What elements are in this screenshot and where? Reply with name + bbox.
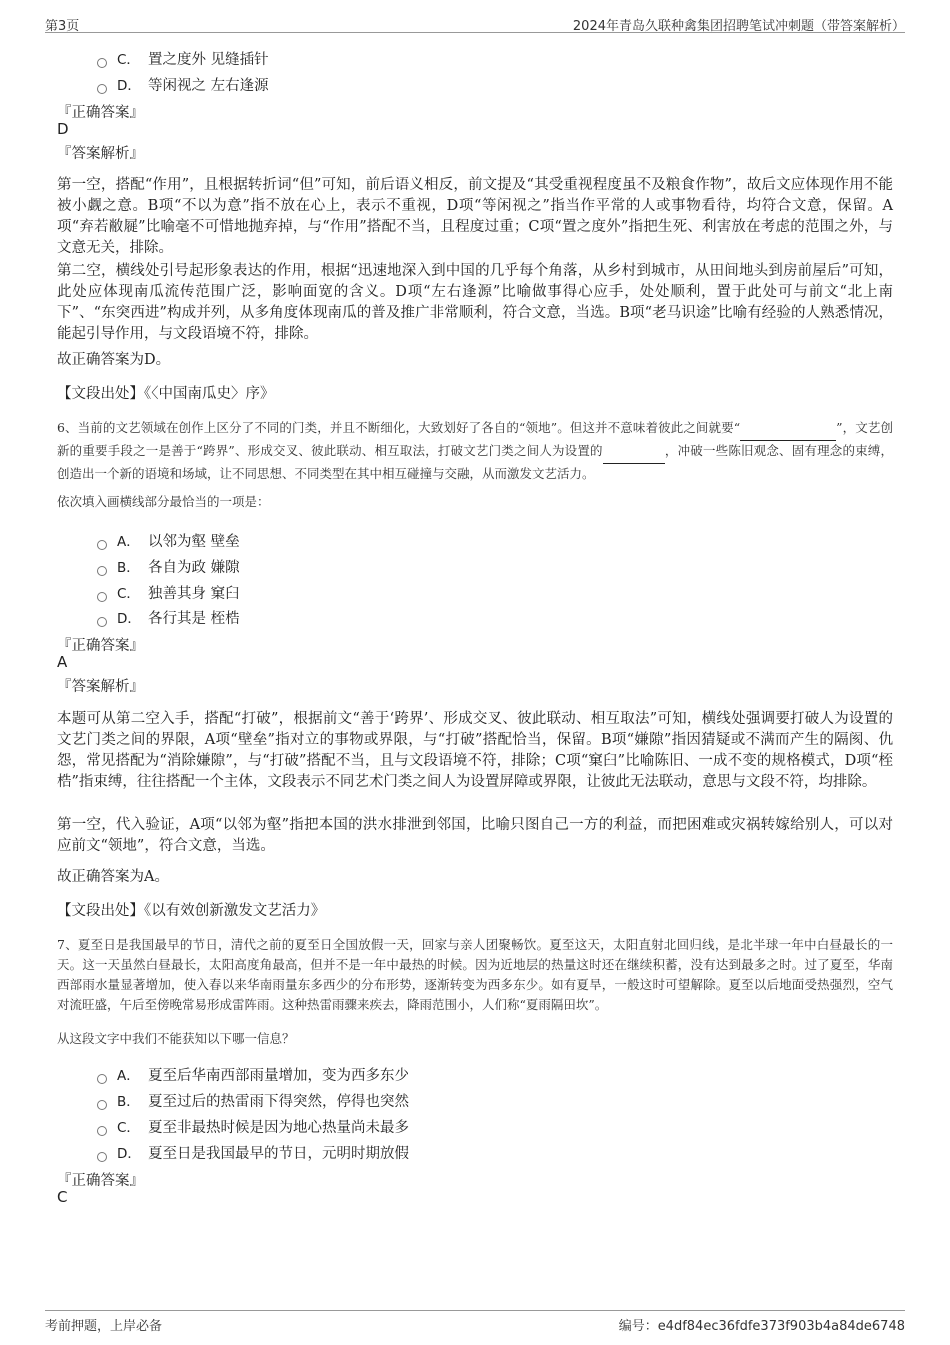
- q7-prompt: 从这段文字中我们不能获知以下哪一信息？: [57, 1031, 295, 1046]
- q6-prompt: 依次填入画横线部分最恰当的一项是：: [57, 494, 270, 509]
- q7-option-a[interactable]: A． 夏至后华南西部雨量增加，变为西多东少: [97, 1064, 409, 1084]
- radio-icon[interactable]: [97, 1152, 107, 1162]
- q6-analysis-para-2: 第一空，代入验证，A项“以邻为壑”指把本国的洪水排泄到邻国，比喻只图自己一方的利益，而把困难或灾祸转嫁给别人，可以对应前文“领地”，符合文意，当选。: [57, 817, 893, 854]
- q7-option-d[interactable]: D． 夏至日是我国最早的节日，元明时期放假: [97, 1142, 409, 1162]
- q5-option-d[interactable]: D． 等闲视之 左右逢源: [97, 74, 269, 94]
- page-header: [45, 12, 905, 33]
- document-title: 2024年青岛久联种禽集团招聘笔试冲刺题（带答案解析）: [572, 19, 905, 34]
- document-code: 编号：e4df84ec36fdfe373f903b4a84de6748: [618, 1319, 905, 1334]
- blank-line: [740, 420, 836, 441]
- q7-option-c[interactable]: C． 夏至非最热时候是因为地心热量尚未最多: [97, 1116, 409, 1136]
- q6-option-c[interactable]: C． 独善其身 窠臼: [97, 582, 240, 602]
- q6-answer-label: 『正确答案』: [57, 638, 144, 654]
- q6-source: 【文段出处】《以有效创新激发文艺活力》: [57, 903, 326, 919]
- page-footer: [45, 1310, 905, 1335]
- q5-analysis-label: 『答案解析』: [57, 146, 144, 162]
- q6-answer: A: [57, 653, 68, 671]
- q7-option-b[interactable]: B． 夏至过后的热雷雨下得突然，停得也突然: [97, 1090, 409, 1110]
- q6-option-d[interactable]: D． 各行其是 桎梏: [97, 607, 240, 627]
- radio-icon[interactable]: [97, 1074, 107, 1084]
- q5-answer-label: 『正确答案』: [57, 105, 144, 121]
- q5-analysis-para-2: 第二空，横线处引号起形象表达的作用，根据“迅速地深入到中国的几乎每个角落，从乡村到城市，从田间地头到房前屋后”可知，此处应体现南瓜流传范围广泛，影响面宽的含义。D项“左右逢源”比喻做事得心应手，处处顺利，置于此处可与前文“北上南下”、“东突西进”构成并列，从多角度体现南瓜的普及推广非常顺利，符合文意，当选。B项“老马识途”比喻有经验的人熟悉情况，能起引导作用，与文段语境不符，排除。: [57, 263, 893, 342]
- q7-stem: 7、夏至日是我国最早的节日，清代之前的夏至日全国放假一天，回家与亲人团聚畅饮。夏至这天，太阳直射北回归线，是北半球一年中白昼最长的一天。这一天虽然白昼最长，太阳高度角最高，但并不是一年中最热的时候。因为近地层的热量这时还在继续积蓄，没有达到最多之时。过了夏至，华南西部雨水量显著增加，使入春以来华南雨量东多西少的分布形势，逐渐转变为西多东少。如有夏旱，一般这时可望解除。夏至以后地面受热强烈，空气对流旺盛，午后至傍晚常易形成雷阵雨。这种热雷雨骤来疾去，降雨范围小，人们称“夏雨隔田坎”。: [57, 937, 893, 1012]
- q6-option-b[interactable]: B． 各自为政 嫌隙: [97, 556, 240, 576]
- q6-option-a[interactable]: A． 以邻为壑 壁垒: [97, 530, 240, 550]
- q6-stem: 6、当前的文艺领域在创作上区分了不同的门类，并且不断细化，大致划好了各自的“领地”。但这并不意味着彼此之间就要“ ”，文艺创新的重要手段之一是善于“跨界”、形成交叉、彼此联动、相互取法，打破文艺门类之间人为设置的 ，冲破一些陈旧观念、固有理念的束缚，创造出一个新的语境和场域，让不同思想、不同类型在其中相互碰撞与交融，从而激发文艺活力。: [57, 420, 893, 481]
- radio-icon[interactable]: [97, 1126, 107, 1136]
- q6-conclusion: 故正确答案为A。: [57, 869, 169, 885]
- q7-answer-label: 『正确答案』: [57, 1173, 144, 1189]
- q7-answer: C: [57, 1188, 68, 1206]
- radio-icon[interactable]: [97, 617, 107, 627]
- q5-answer: D: [57, 120, 69, 138]
- q5-option-c[interactable]: C． 置之度外 见缝插针: [97, 48, 269, 68]
- radio-icon[interactable]: [97, 592, 107, 602]
- radio-icon[interactable]: [97, 540, 107, 550]
- radio-icon[interactable]: [97, 1100, 107, 1110]
- page-number: 第3页: [45, 19, 80, 34]
- blank-line: [603, 443, 665, 464]
- q5-analysis-para-1: 第一空，搭配“作用”，且根据转折词“但”可知，前后语义相反，前文提及“其受重视程度虽不及粮食作物”，故后文应体现作用不能被小觑之意。B项“不以为意”指不放在心上，表示不重视，D项“等闲视之”指当作平常的人或事物看待，均符合文意，保留。A项“弃若敝屣”比喻毫不可惜地抛弃掉，与“作用”搭配不当，且程度过重；C项“置之度外”指把生死、利害放在考虑的范围之外，与文意无关，排除。: [57, 177, 893, 256]
- q6-analysis-para-1: 本题可从第二空入手，搭配“打破”，根据前文“善于‘跨界’、形成交叉、彼此联动、相互取法”可知，横线处强调要打破人为设置的文艺门类之间的界限，A项“壁垒”指对立的事物或界限，与“打破”搭配恰当，保留。B项“嫌隙”指因猜疑或不满而产生的隔阂、仇怨，常见搭配为“消除嫌隙”，与“打破”搭配不当，且与文段语境不符，排除；C项“窠臼”比喻陈旧、一成不变的规格模式，D项“桎梏”指束缚，往往搭配一个主体，文段表示不同艺术门类之间人为设置屏障或界限，让彼此无法联动，意思与文段不符，均排除。: [57, 711, 893, 790]
- footer-slogan: 考前押题，上岸必备: [45, 1319, 163, 1334]
- radio-icon[interactable]: [97, 566, 107, 576]
- q5-source: 【文段出处】《〈中国南瓜史〉序》: [57, 386, 275, 402]
- q6-analysis-label: 『答案解析』: [57, 679, 144, 695]
- q5-conclusion: 故正确答案为D。: [57, 352, 171, 368]
- radio-icon[interactable]: [97, 84, 107, 94]
- radio-icon[interactable]: [97, 58, 107, 68]
